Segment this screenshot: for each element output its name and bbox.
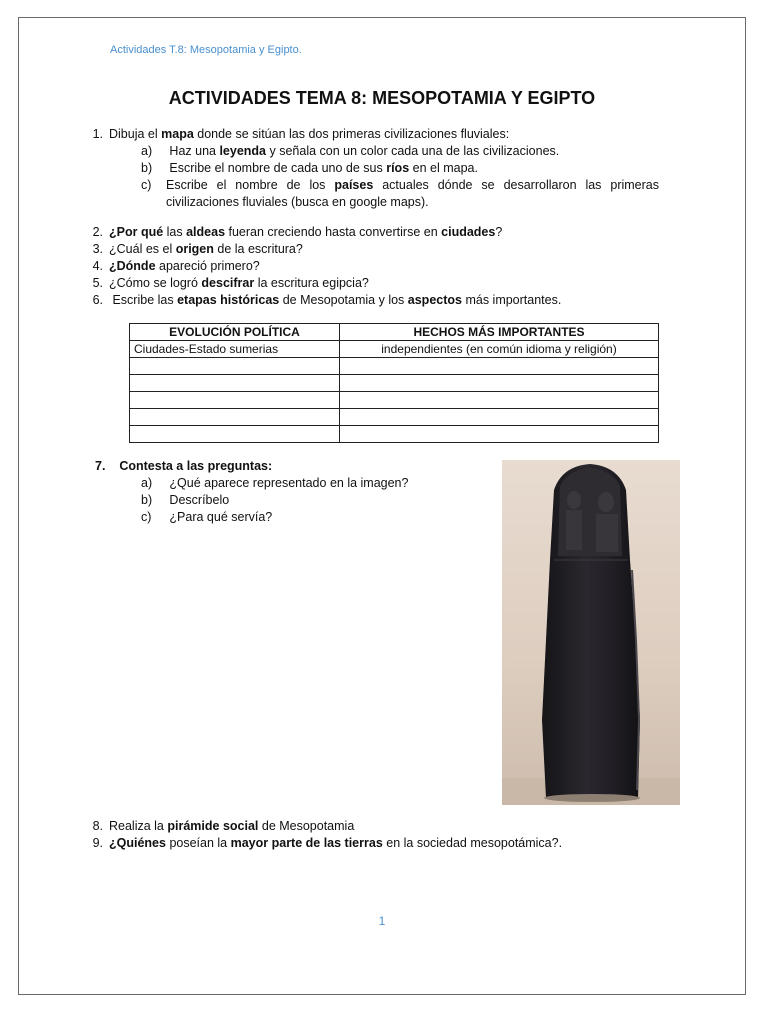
table-cell: Ciudades-Estado sumerias bbox=[130, 341, 340, 358]
question-8: 8. Realiza la pirámide social de Mesopotamia bbox=[92, 819, 355, 833]
table-row bbox=[130, 375, 659, 392]
question-4: 4. ¿Dónde apareció primero? bbox=[92, 259, 260, 273]
question-7a: a) ¿Qué aparece representado en la imagen? bbox=[141, 476, 409, 490]
question-2: 2. ¿Por qué las aldeas fueran creciendo hasta convertirse en ciudades? bbox=[92, 225, 503, 239]
table-cell bbox=[340, 409, 659, 426]
table-cell bbox=[340, 426, 659, 443]
table-cell bbox=[340, 375, 659, 392]
table-cell bbox=[130, 375, 340, 392]
table-row bbox=[130, 358, 659, 375]
question-1a: a) Haz una leyenda y señala con un color cada una de las civilizaciones. bbox=[141, 144, 560, 158]
table-cell: independientes (en común idioma y religión) bbox=[340, 341, 659, 358]
question-1b: b) Escribe el nombre de cada uno de sus ríos en el mapa. bbox=[141, 161, 478, 175]
question-9: 9. ¿Quiénes poseían la mayor parte de las tierras en la sociedad mesopotámica?. bbox=[92, 836, 563, 850]
table-header-row bbox=[130, 324, 659, 341]
question-7c: c) ¿Para qué servía? bbox=[141, 510, 273, 524]
table-header-cell: HECHOS MÁS IMPORTANTES bbox=[340, 324, 659, 341]
question-7: 7. Contesta a las preguntas: bbox=[95, 459, 273, 473]
page-title: ACTIVIDADES TEMA 8: MESOPOTAMIA Y EGIPTO bbox=[168, 88, 596, 108]
political-evolution-table bbox=[129, 323, 659, 443]
question-1c-label: c) bbox=[141, 178, 152, 192]
table-cell bbox=[340, 358, 659, 375]
question-1: 1. Dibuja el mapa donde se sitúan las dos primeras civilizaciones fluviales: bbox=[92, 127, 510, 141]
table-row bbox=[130, 409, 659, 426]
table-cell bbox=[340, 392, 659, 409]
question-3: 3. ¿Cuál es el origen de la escritura? bbox=[92, 242, 303, 256]
question-6: 6. Escribe las etapas históricas de Mesopotamia y los aspectos más importantes. bbox=[92, 293, 562, 307]
table-cell bbox=[130, 409, 340, 426]
document-page bbox=[18, 17, 746, 995]
question-7b: b) Descríbelo bbox=[141, 493, 230, 507]
table-cell bbox=[130, 426, 340, 443]
page-header: Actividades T.8: Mesopotamia y Egipto. bbox=[110, 44, 302, 56]
table-header-cell: EVOLUCIÓN POLÍTICA bbox=[130, 324, 340, 341]
question-5: 5. ¿Cómo se logró descifrar la escritura egipcia? bbox=[92, 276, 369, 290]
stele-photo-icon bbox=[502, 460, 680, 805]
question-1c: Escribe el nombre de los países actuales dónde se desarrollaron las primeras civilizaciones fluviales (busca en google maps). bbox=[166, 178, 659, 209]
table-row bbox=[130, 392, 659, 409]
page-number: 1 bbox=[378, 914, 386, 928]
table-row bbox=[130, 341, 659, 358]
table-cell bbox=[130, 358, 340, 375]
table-row bbox=[130, 426, 659, 443]
table-cell bbox=[130, 392, 340, 409]
